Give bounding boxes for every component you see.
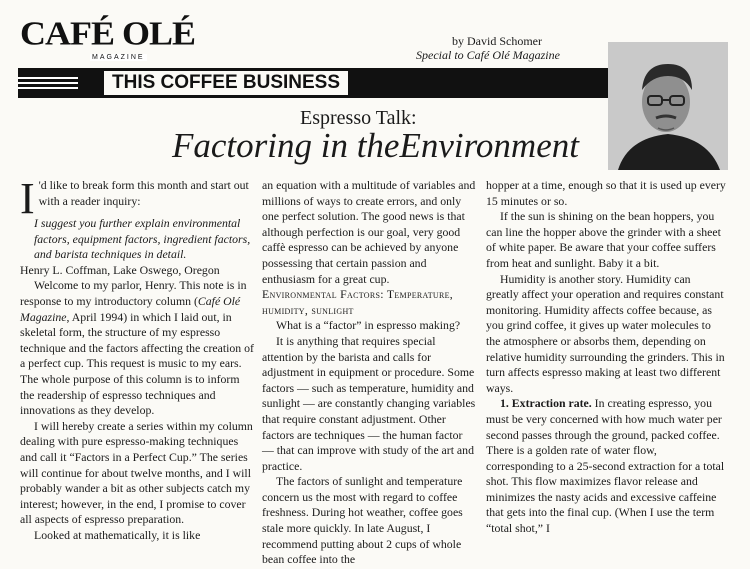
section-bar [18,68,608,98]
subhead: Environmental Factors: Temperature, humidity, sunlight [262,287,454,317]
section-bar-stripes [18,74,78,92]
numbered-point: 1. Extraction rate. [500,396,592,411]
logo-subtitle: MAGAZINE [92,54,145,61]
paragraph: The factors of sunlight and temperature concern us the most with regard to coffee freshness. During hot weather, coffee goes stale more quickly. In late August, I recommend putting about 2 cups of whole bean coffee into the [262,474,463,567]
paragraph: I will hereby create a series within my column dealing with pure espresso-making techniques and call it “Factors in a Perfect Cup.” The series will continue for about twelve months, and I will probably wander a bit as other subjects catch my interest; however, in the end, I promise to cover all aspects of espresso preparation. [20,418,253,527]
paragraph: I 'd like to break form this month and start out with a reader inquiry: I suggest you further explain environmental factors, equipment factors, ingredient factors, and barista techniques in detail. Henry L. Coffman, Lake Oswego, Oregon [20,178,256,278]
reader-signature: Henry L. Coffman, Lake Oswego, Oregon [20,262,220,277]
article-column-2 [262,178,476,568]
article-kicker: Espresso Talk: [300,107,417,129]
paragraph: Humidity is another story. Humidity can greatly affect your operation and requires constant monitoring. Humidity affects coffee because, as you grind coffee, it gives up water molecules to the atmosphere or absorbs them, depending on relative humidity surrounding the grinders. This in turn affects espresso making at least two different ways. [486,271,725,395]
byline [416,34,560,62]
paragraph: Welcome to my parlor, Henry. This note is in response to my introductory column (Café Olé Magazine, April 1994) in which I laid out, in skeletal form, the structure of my espresso technique and the factors affecting the creation of a perfect cup. This request is music to my ears. The whole purpose of this column is to inform the readership of espresso techniques and innovations as they develop. [20,278,254,418]
reader-quote: I suggest you further explain environmental factors, equipment factors, ingredient factors, and barista techniques in detail. [34,216,251,262]
article-headline: Factoring in theEnvironment [172,126,579,165]
paragraph: hopper at a time, enough so that it is used up every 15 minutes or so. [486,178,726,208]
magazine-logo [20,14,196,64]
author-affiliation: Special to Café Olé Magazine [416,48,560,62]
paragraph: 1. Extraction rate. In creating espresso, you must be very concerned with how much water per second passes through the ground, packed coffee. There is a golden rate of water flow, corresponding to a 25-second extraction for a total shot. This flow maximizes flavor release and minimizes the nasty acids and excessive caffeine that gets into the final cup. (When I use the term “total shot,” I [486,396,725,536]
paragraph: an equation with a multitude of variables and millions of ways to create errors, and only one perfect solution. The good news is that although perfection is our goal, very good caffè espresso can be achieved by anyone possessing that certain passion and enthusiasm for a great cup. [262,178,476,286]
paragraph: If the sun is shining on the bean hoppers, you can line the hopper above the grinder with a sheet of white paper. Be aware that your coffee suffers from heat and sunlight. Baby it a bit. [486,209,721,270]
logo-wordmark: CAFÉ OLÉ [20,14,196,53]
article-column-1 [20,174,256,543]
paragraph: What is a “factor” in espresso making? [276,318,461,333]
author-photo [608,42,728,170]
section-title: THIS COFFEE BUSINESS [104,71,348,95]
author-portrait-image [608,42,728,170]
paragraph: Looked at mathematically, it is like [34,527,201,542]
author: by David Schomer [452,34,542,48]
paragraph: It is anything that requires special attention by the barista and calls for adjustment in equipment or procedure. Some factors — such as temperature, humidity and sunlight — are constantly changing variables that require constant adjustment. Other factors are techniques — the human factor — that can improve with study of the art and practice. [262,333,476,473]
drop-cap: I [20,174,35,223]
article-column-3 [486,178,726,537]
